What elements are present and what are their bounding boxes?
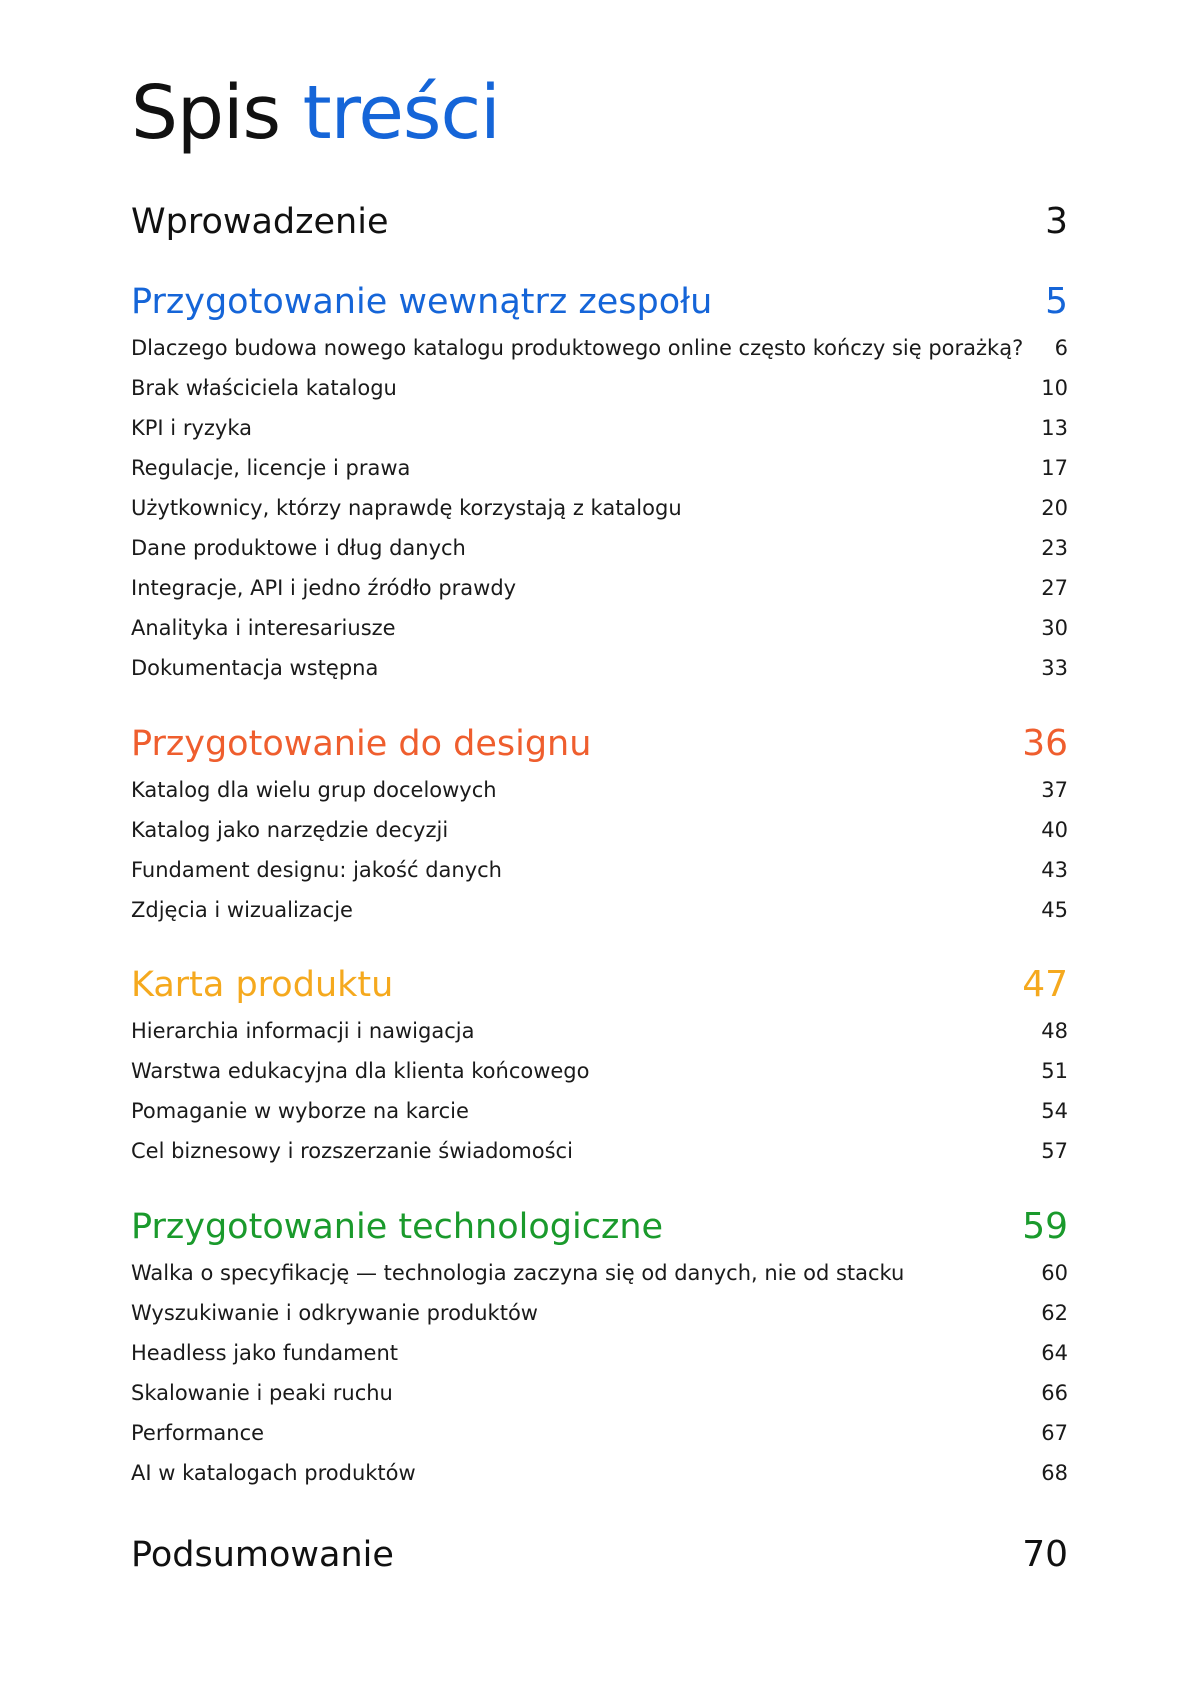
toc-section-title: Karta produktu — [131, 965, 394, 1005]
toc-item-page: 64 — [1041, 1341, 1068, 1365]
toc-item-label: Skalowanie i peaki ruchu — [131, 1381, 393, 1405]
toc-item[interactable] — [131, 895, 1068, 925]
toc-item[interactable] — [131, 653, 1068, 683]
toc-item-label: Użytkownicy, którzy naprawdę korzystają z katalogu — [131, 496, 682, 520]
toc-section-tech-preparation[interactable] — [131, 1205, 1068, 1249]
toc-section-design-preparation[interactable] — [131, 722, 1068, 766]
toc-item-page: 45 — [1041, 898, 1068, 922]
toc-item-page: 57 — [1041, 1139, 1068, 1163]
toc-item[interactable] — [131, 1338, 1068, 1368]
toc-item-label: Pomaganie w wyborze na karcie — [131, 1099, 469, 1123]
toc-item-page: 17 — [1041, 456, 1068, 480]
toc-section-page: 47 — [1022, 964, 1068, 1005]
toc-item-label: AI w katalogach produktów — [131, 1461, 416, 1485]
page-title-word-2: treści — [302, 70, 500, 156]
toc-item[interactable] — [131, 493, 1068, 523]
toc-item-page: 23 — [1041, 536, 1068, 560]
toc-section-title: Przygotowanie technologiczne — [131, 1207, 664, 1247]
toc-item-page: 13 — [1041, 416, 1068, 440]
toc-section-page: 36 — [1022, 723, 1068, 764]
toc-item-label: Dane produktowe i dług danych — [131, 536, 466, 560]
toc-item[interactable] — [131, 1378, 1068, 1408]
toc-section-title: Podsumowanie — [131, 1535, 394, 1575]
toc-item-label: Warstwa edukacyjna dla klienta końcowego — [131, 1059, 590, 1083]
toc-section-title: Wprowadzenie — [131, 202, 389, 242]
toc-item-label: Cel biznesowy i rozszerzanie świadomości — [131, 1139, 573, 1163]
toc-item-label: Walka o specyfikację — technologia zaczyna się od danych, nie od stacku — [131, 1261, 905, 1285]
toc-item-label: Dlaczego budowa nowego katalogu produktowego online często kończy się porażką? — [131, 336, 1024, 360]
toc-item-label: Headless jako fundament — [131, 1341, 398, 1365]
toc-item-page: 33 — [1041, 656, 1068, 680]
toc-item-page: 62 — [1041, 1301, 1068, 1325]
toc-item-page: 27 — [1041, 576, 1068, 600]
page-title-word-1: Spis — [131, 70, 281, 156]
toc-item-page: 67 — [1041, 1421, 1068, 1445]
toc-item-label: KPI i ryzyka — [131, 416, 252, 440]
toc-item-label: Katalog jako narzędzie decyzji — [131, 818, 449, 842]
toc-section-title: Przygotowanie do designu — [131, 724, 592, 764]
toc-item-page: 30 — [1041, 616, 1068, 640]
toc-item-page: 37 — [1041, 778, 1068, 802]
toc-item[interactable] — [131, 815, 1068, 845]
toc-item-page: 43 — [1041, 858, 1068, 882]
toc-item[interactable] — [131, 533, 1068, 563]
toc-item[interactable] — [131, 373, 1068, 403]
toc-item-label: Integracje, API i jedno źródło prawdy — [131, 576, 517, 600]
toc-item[interactable] — [131, 1258, 1068, 1288]
toc-item[interactable] — [131, 333, 1068, 363]
toc-item-page: 51 — [1041, 1059, 1068, 1083]
toc-item-label: Regulacje, licencje i prawa — [131, 456, 411, 480]
toc-item-page: 10 — [1041, 376, 1068, 400]
toc-item-page: 6 — [1054, 336, 1068, 360]
page-title — [131, 68, 500, 158]
toc-item[interactable] — [131, 573, 1068, 603]
toc-item[interactable] — [131, 613, 1068, 643]
toc-section-product-card[interactable] — [131, 963, 1068, 1007]
toc-item-label: Hierarchia informacji i nawigacja — [131, 1019, 475, 1043]
toc-item-label: Fundament designu: jakość danych — [131, 858, 502, 882]
toc-section-summary[interactable] — [131, 1533, 1068, 1577]
toc-item[interactable] — [131, 1298, 1068, 1328]
toc-section-page: 5 — [1045, 281, 1068, 322]
toc-item[interactable] — [131, 453, 1068, 483]
toc-item[interactable] — [131, 1136, 1068, 1166]
toc-item[interactable] — [131, 1418, 1068, 1448]
toc-section-page: 59 — [1022, 1206, 1068, 1247]
toc-item-page: 66 — [1041, 1381, 1068, 1405]
toc-item[interactable] — [131, 855, 1068, 885]
toc-item-page: 40 — [1041, 818, 1068, 842]
toc-item-page: 54 — [1041, 1099, 1068, 1123]
toc-item-label: Katalog dla wielu grup docelowych — [131, 778, 497, 802]
toc-item[interactable] — [131, 775, 1068, 805]
toc-item[interactable] — [131, 413, 1068, 443]
toc-item-page: 68 — [1041, 1461, 1068, 1485]
toc-item-label: Zdjęcia i wizualizacje — [131, 898, 353, 922]
toc-item-label: Wyszukiwanie i odkrywanie produktów — [131, 1301, 538, 1325]
toc-item-label: Analityka i interesariusze — [131, 616, 396, 640]
toc-section-team-preparation[interactable] — [131, 280, 1068, 324]
toc-item-page: 48 — [1041, 1019, 1068, 1043]
toc-item-label: Dokumentacja wstępna — [131, 656, 379, 680]
toc-section-page: 70 — [1022, 1534, 1068, 1575]
toc-item[interactable] — [131, 1056, 1068, 1086]
toc-item[interactable] — [131, 1016, 1068, 1046]
toc-section-title: Przygotowanie wewnątrz zespołu — [131, 282, 713, 322]
toc-item[interactable] — [131, 1096, 1068, 1126]
toc-section-page: 3 — [1045, 201, 1068, 242]
toc-section-introduction[interactable] — [131, 200, 1068, 244]
toc-item-page: 20 — [1041, 496, 1068, 520]
toc-item-label: Brak właściciela katalogu — [131, 376, 397, 400]
toc-item[interactable] — [131, 1458, 1068, 1488]
toc-item-label: Performance — [131, 1421, 265, 1445]
toc-item-page: 60 — [1041, 1261, 1068, 1285]
